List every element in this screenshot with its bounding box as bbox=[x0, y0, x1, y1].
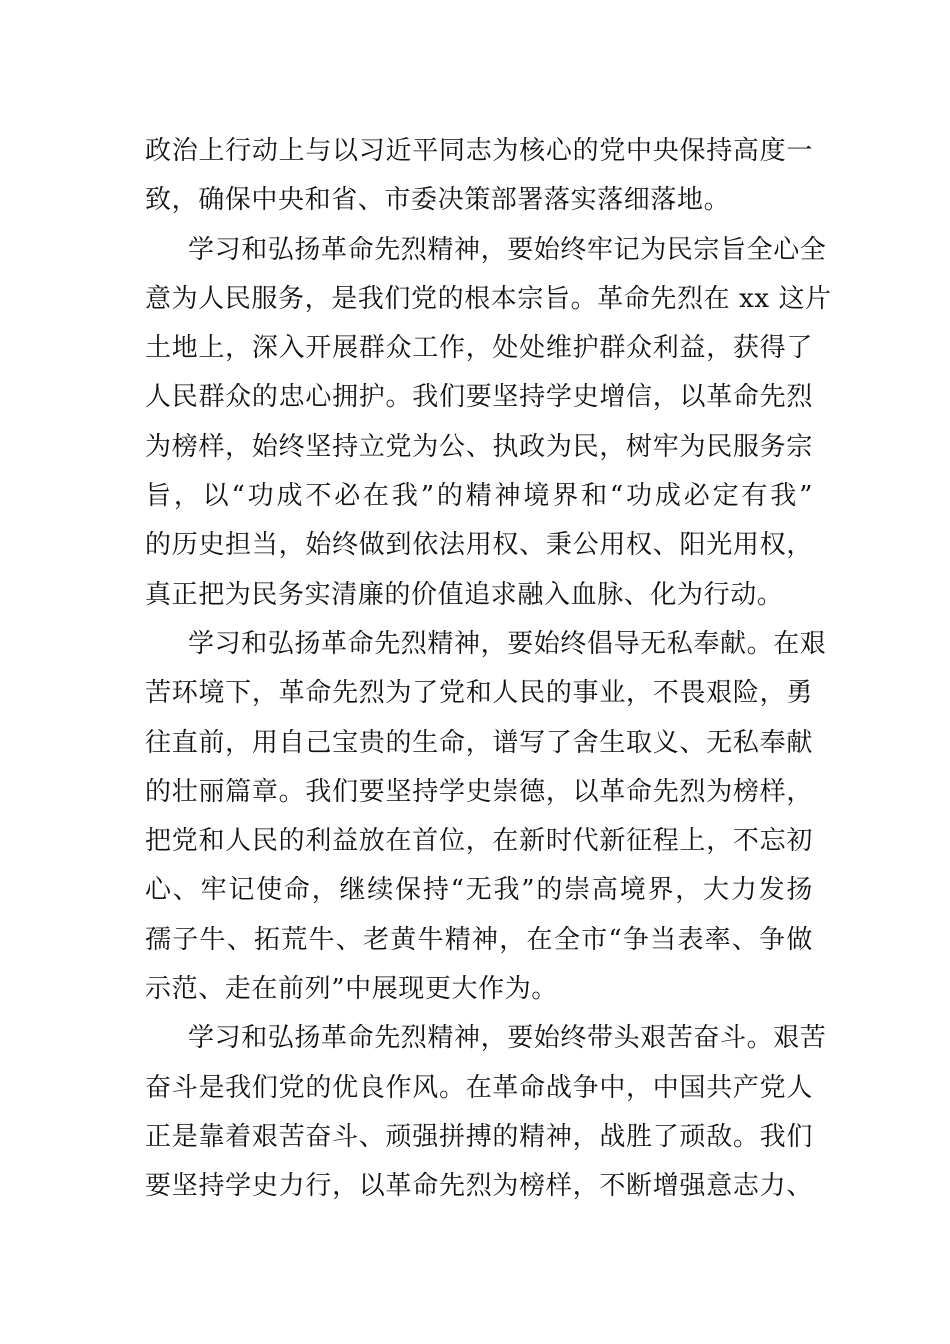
document-body bbox=[145, 127, 832, 1212]
paragraph-first-line: 学习和弘扬革命先烈精神，要始终倡导无私奉献。在艰 bbox=[188, 628, 827, 659]
text-line: 致，确保中央和省、市委决策部署落实落细落地。 bbox=[145, 185, 731, 216]
text-line: 孺子牛、拓荒牛、老黄牛精神，在全市“争当表率、争做 bbox=[145, 924, 813, 955]
text-line: 人民群众的忠心拥护。我们要坚持学史增信，以革命先烈 bbox=[145, 382, 813, 413]
text-line: 正是靠着艰苦奋斗、顽强拼搏的精神，战胜了顽敌。我们 bbox=[145, 1121, 813, 1152]
text-line: 政治上行动上与以习近平同志为核心的党中央保持高度一 bbox=[145, 136, 813, 166]
paragraph-first-line: 学习和弘扬革命先烈精神，要始终带头艰苦奋斗。艰苦 bbox=[188, 1023, 827, 1054]
text-line: 心、牢记使命，继续保持“无我”的崇高境界，大力发扬 bbox=[145, 875, 813, 906]
text-line: 要坚持学史力行，以革命先烈为榜样，不断增强意志力、 bbox=[145, 1171, 813, 1202]
text-line: 的壮丽篇章。我们要坚持学史崇德，以革命先烈为榜样， bbox=[145, 776, 813, 807]
text-line: 苦环境下，革命先烈为了党和人民的事业，不畏艰险，勇 bbox=[145, 678, 813, 709]
text-line: 示范、走在前列”中展现更大作为。 bbox=[145, 974, 558, 1005]
text-line: 旨，以“功成不必在我”的精神境界和“功成必定有我” bbox=[145, 481, 813, 512]
text-line: 真正把为民务实清廉的价值追求融入血脉、化为行动。 bbox=[145, 579, 784, 610]
text-line: 的历史担当，始终做到依法用权、秉公用权、阳光用权， bbox=[145, 530, 813, 561]
text-line: 把党和人民的利益放在首位，在新时代新征程上，不忘初 bbox=[145, 826, 813, 857]
paragraph-first-line: 学习和弘扬革命先烈精神，要始终牢记为民宗旨全心全 bbox=[188, 234, 827, 265]
text-line: 为榜样，始终坚持立党为公、执政为民，树牢为民服务宗 bbox=[145, 431, 813, 462]
text-line: 奋斗是我们党的优良作风。在革命战争中，中国共产党人 bbox=[145, 1072, 813, 1103]
text-line: 意为人民服务，是我们党的根本宗旨。革命先烈在 xx 这片 bbox=[145, 283, 832, 314]
text-line: 往直前，用自己宝贵的生命，谱写了舍生取义、无私奉献 bbox=[145, 727, 813, 758]
text-line: 土地上，深入开展群众工作，处处维护群众利益，获得了 bbox=[145, 333, 813, 364]
